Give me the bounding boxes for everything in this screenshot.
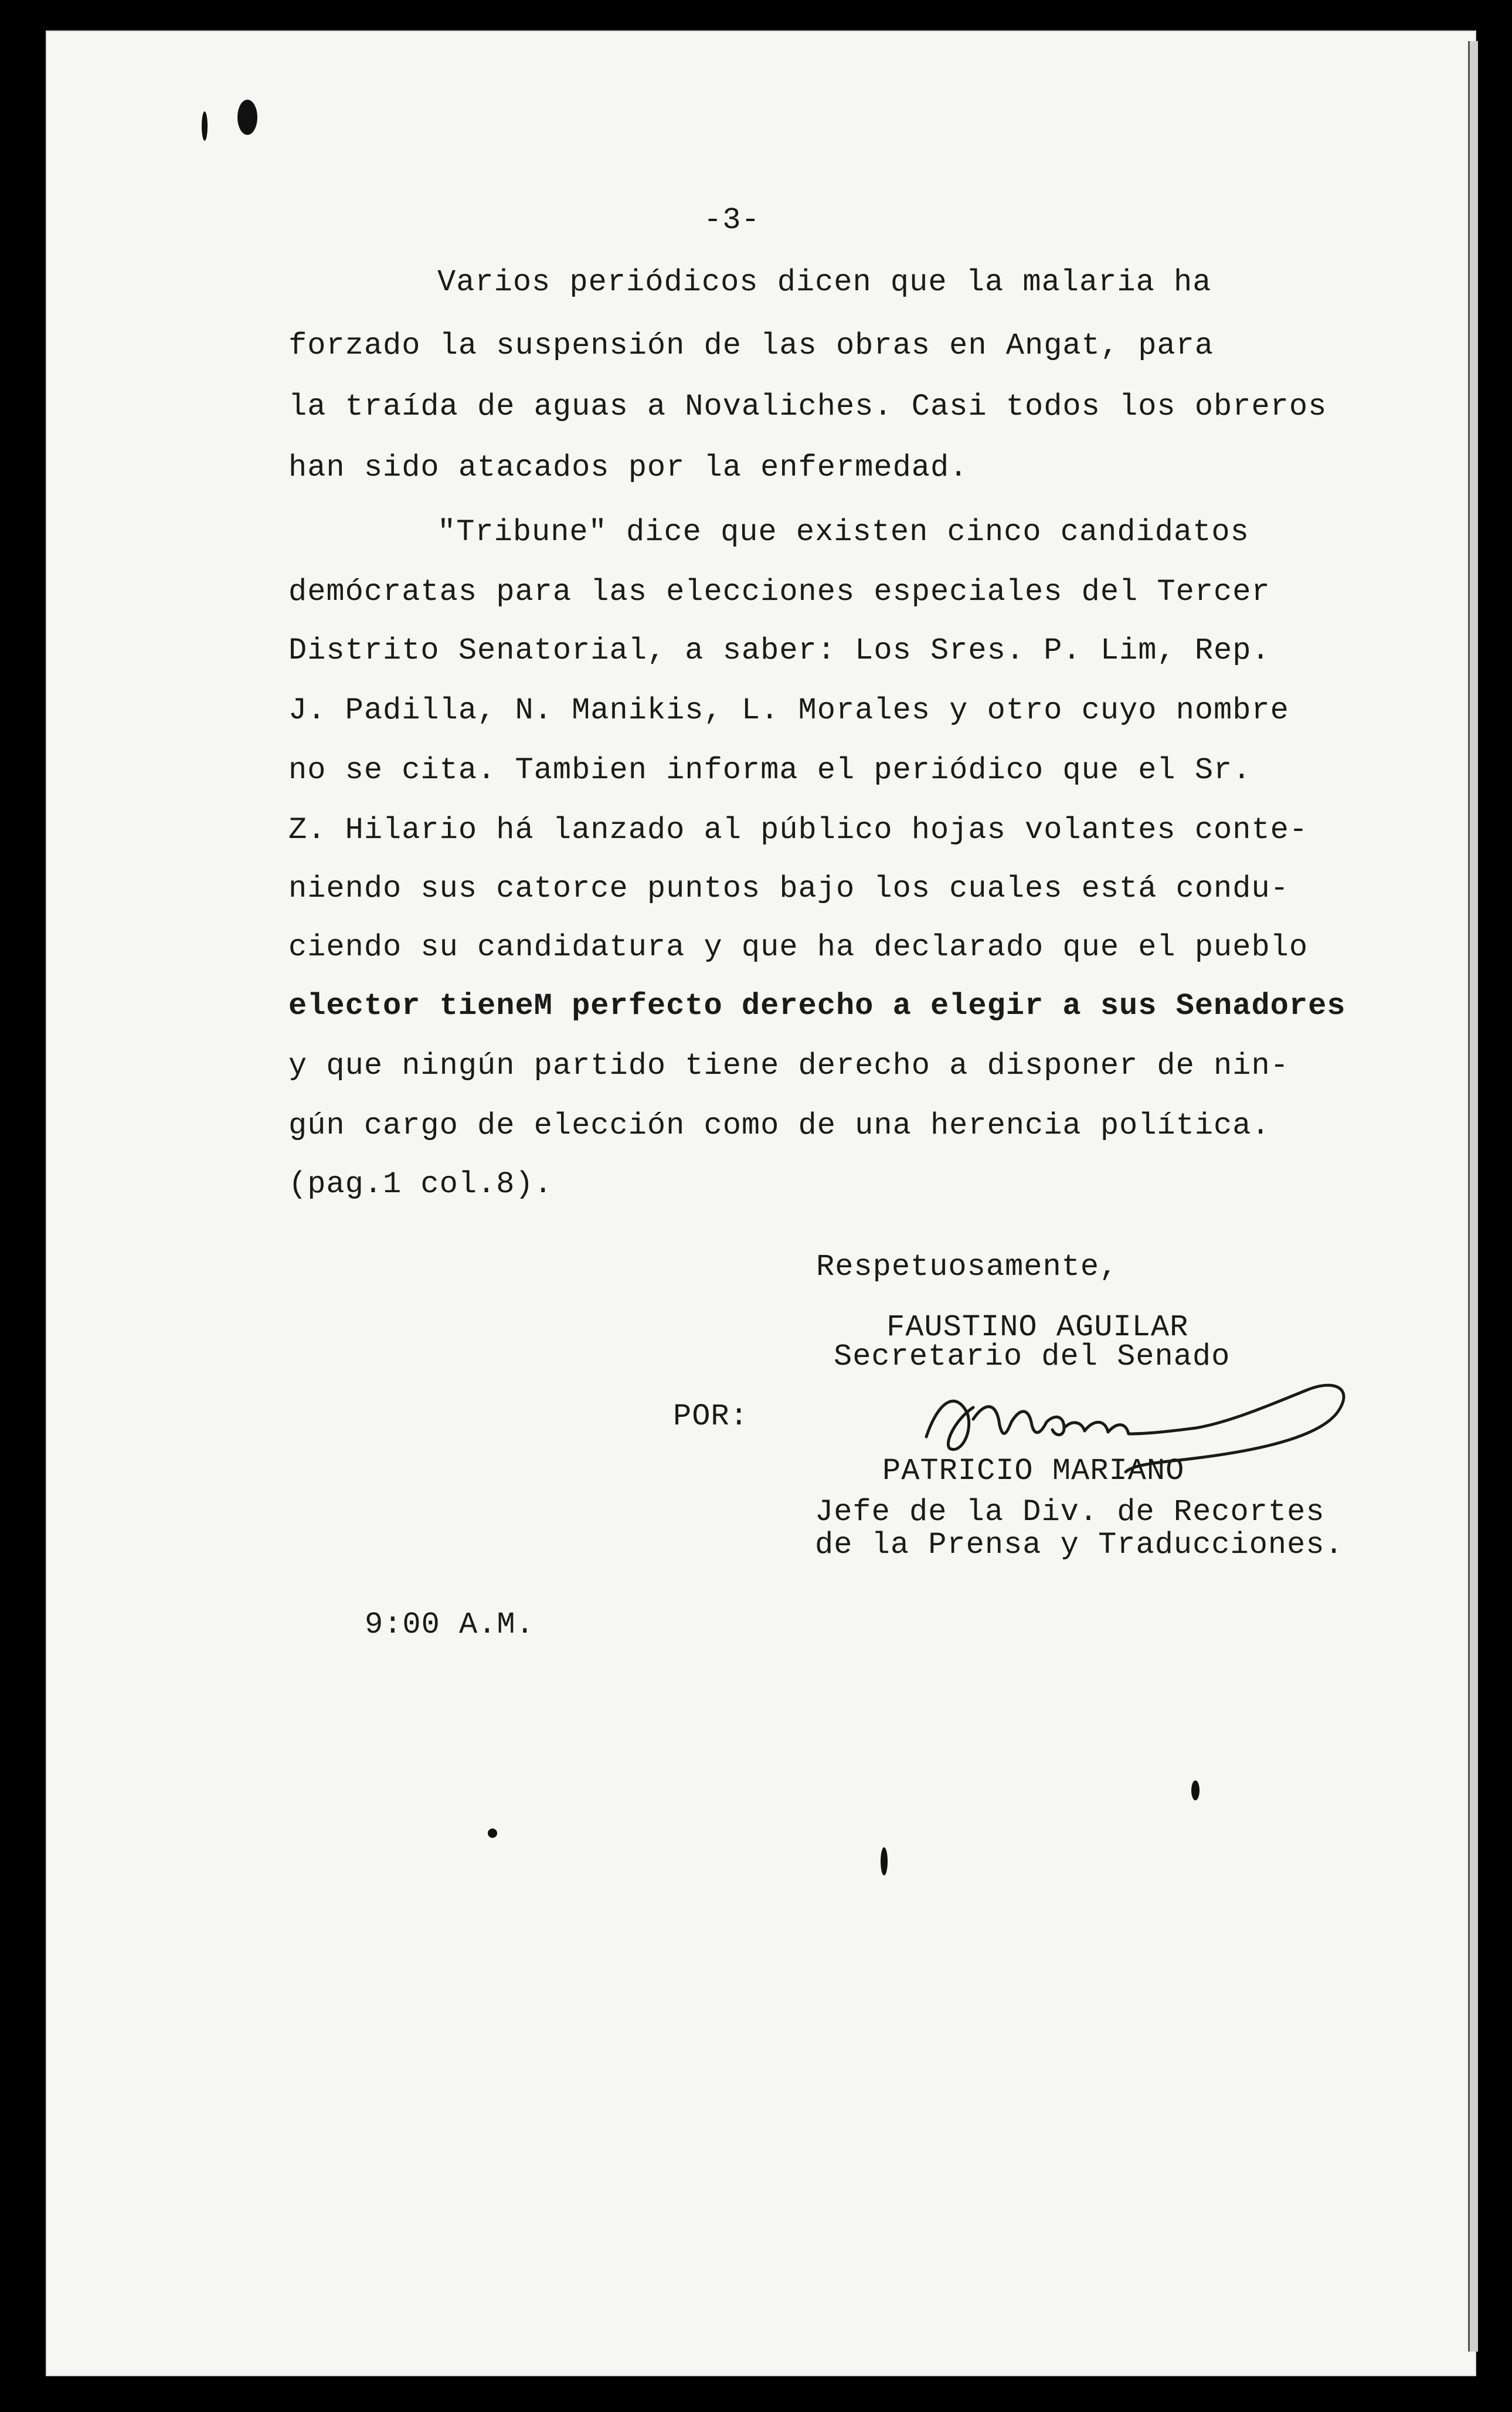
ink-blot — [237, 100, 257, 135]
ink-blot — [881, 1847, 888, 1875]
body-line-5: "Tribune" dice que existen cinco candidatos — [437, 515, 1249, 549]
signer-title: Secretario del Senado — [834, 1339, 1231, 1374]
body-line-10: Z. Hilario há lanzado al público hojas volantes conte- — [288, 813, 1309, 847]
body-line-2: forzado la suspensión de las obras en Angat, para — [288, 328, 1214, 363]
second-signer-title-line-2: de la Prensa y Traducciones. — [815, 1528, 1344, 1562]
body-line-8: J. Padilla, N. Manikis, L. Morales y otro cuyo nombre — [288, 693, 1289, 728]
body-line-15: gún cargo de elección como de una herencia política. — [288, 1108, 1270, 1143]
body-line-3: la traída de aguas a Novaliches. Casi todos los obreros — [288, 389, 1327, 424]
body-line-11: niendo sus catorce puntos bajo los cuales está condu- — [288, 871, 1289, 906]
page-number: -3- — [704, 203, 760, 238]
ink-blot — [488, 1828, 497, 1838]
ink-blot — [202, 111, 208, 141]
ink-blot — [1191, 1780, 1200, 1800]
body-line-1: Varios periódicos dicen que la malaria ha — [437, 265, 1212, 300]
timestamp: 9:00 A.M. — [365, 1607, 535, 1642]
page-edge-strip — [1468, 41, 1478, 2352]
body-line-6: demócratas para las elecciones especiales del Tercer — [288, 575, 1270, 609]
body-line-13: elector tieneM perfecto derecho a elegir a sus Senadores — [288, 989, 1346, 1023]
signer-name: FAUSTINO AGUILAR — [886, 1310, 1189, 1345]
body-line-9: no se cita. Tambien informa el periódico que el Sr. — [288, 753, 1252, 788]
second-signer-title-line-1: Jefe de la Div. de Recortes — [815, 1495, 1325, 1529]
por-label: POR: — [673, 1399, 749, 1434]
second-signer-name: PATRICIO MARIANO — [882, 1454, 1185, 1488]
body-line-14: y que ningún partido tiene derecho a disponer de nin- — [288, 1049, 1289, 1083]
body-line-4: han sido atacados por la enfermedad. — [288, 450, 969, 485]
body-line-12: ciendo su candidatura y que ha declarado que el pueblo — [288, 930, 1309, 965]
body-line-7: Distrito Senatorial, a saber: Los Sres. P. Lim, Rep. — [288, 633, 1270, 668]
document-page — [46, 30, 1476, 2376]
body-line-16: (pag.1 col.8). — [288, 1167, 553, 1202]
closing-salutation: Respetuosamente, — [816, 1250, 1119, 1284]
